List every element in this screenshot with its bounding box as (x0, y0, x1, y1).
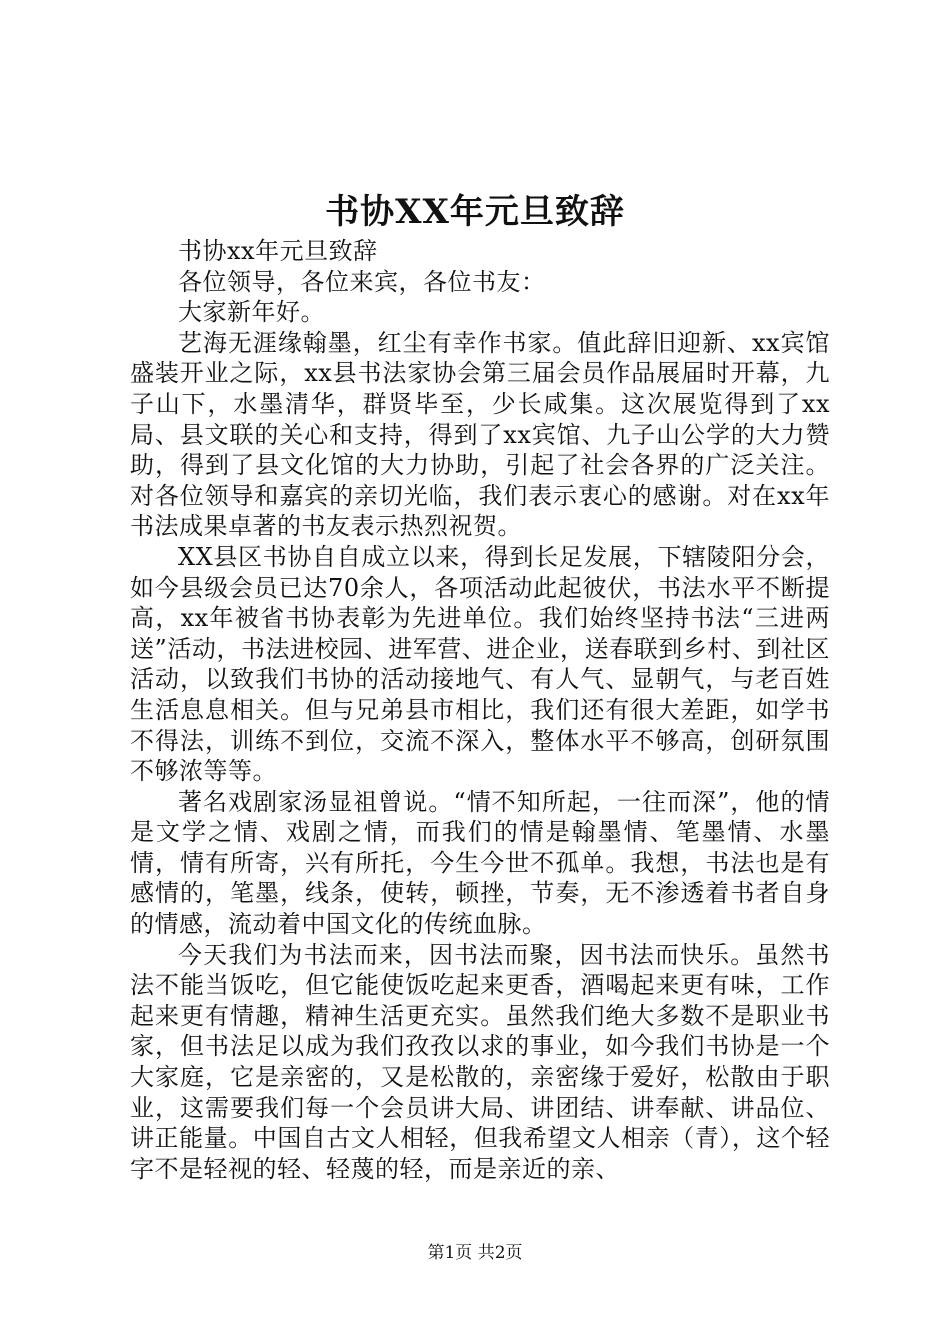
document-title: 书协XX年元旦致辞 (325, 192, 625, 232)
paragraph-greeting: 大家新年好。 (178, 298, 325, 327)
paragraph-association-development: XX县区书协自自成立以来，得到长足发展，下辖陵阳分会，如今县级会员已达70余人，各项活动此起彼伏，书法水平不断提高，xx年被省书协表彰为先进单位。我们始终坚持书法“三进两送”活动，书法进校园、进军营、进企业，送春联到乡村、到社区活动，以致我们书协的活动接地气、有人气、显朝气，与老百姓生活息息相关。但与兄弟县市相比，我们还有很大差距，如学书不得法，训练不到位，交流不深入，整体水平不够高，创研氛围不够浓等等。 (130, 542, 830, 786)
page-footer: 第1页 共2页 (427, 1243, 523, 1263)
paragraph-exhibition: 艺海无涯缘翰墨，红尘有幸作书家。值此辞旧迎新、xx宾馆盛装开业之际，xx县书法家协会第三届会员作品展届时开幕，九子山下，水墨清华，群贤毕至，少长咸集。这次展览得到了xx局、县文联的关心和支持，得到了xx宾馆、九子山公学的大力赞助，得到了县文化馆的大力协助，引起了社会各界的广泛关注。对各位领导和嘉宾的亲切光临，我们表示衷心的感谢。对在xx年书法成果卓著的书友表示热烈祝贺。 (130, 328, 830, 541)
paragraph-salutation: 各位领导，各位来宾，各位书友： (178, 267, 546, 296)
paragraph-calligraphy-emotion: 著名戏剧家汤显祖曾说。“情不知所起，一往而深”，他的情是文学之情、戏剧之情，而我们的情是翰墨情、笔墨情、水墨情，情有所寄，兴有所托，今生今世不孤单。我想，书法也是有感情的，笔墨，线条，使转，顿挫，节奏，无不渗透着书者自身的情感，流动着中国文化的传统血脉。 (130, 787, 830, 939)
paragraph-calligraphy-joy: 今天我们为书法而来，因书法而聚，因书法而快乐。虽然书法不能当饭吃，但它能使饭吃起来更香，酒喝起来更有味，工作起来更有情趣，精神生活更充实。虽然我们绝大多数不是职业书家，但书法足以成为我们孜孜以求的事业，如今我们书协是一个大家庭，它是亲密的，又是松散的，亲密缘于爱好，松散由于职业，这需要我们每一个会员讲大局、讲团结、讲奉献、讲品位、讲正能量。中国自古文人相轻，但我希望文人相亲（青），这个轻字不是轻视的轻、轻蔑的轻，而是亲近的亲、 (130, 940, 830, 1183)
paragraph-heading-repeat: 书协xx年元旦致辞 (178, 237, 378, 265)
document-body (130, 236, 830, 1184)
